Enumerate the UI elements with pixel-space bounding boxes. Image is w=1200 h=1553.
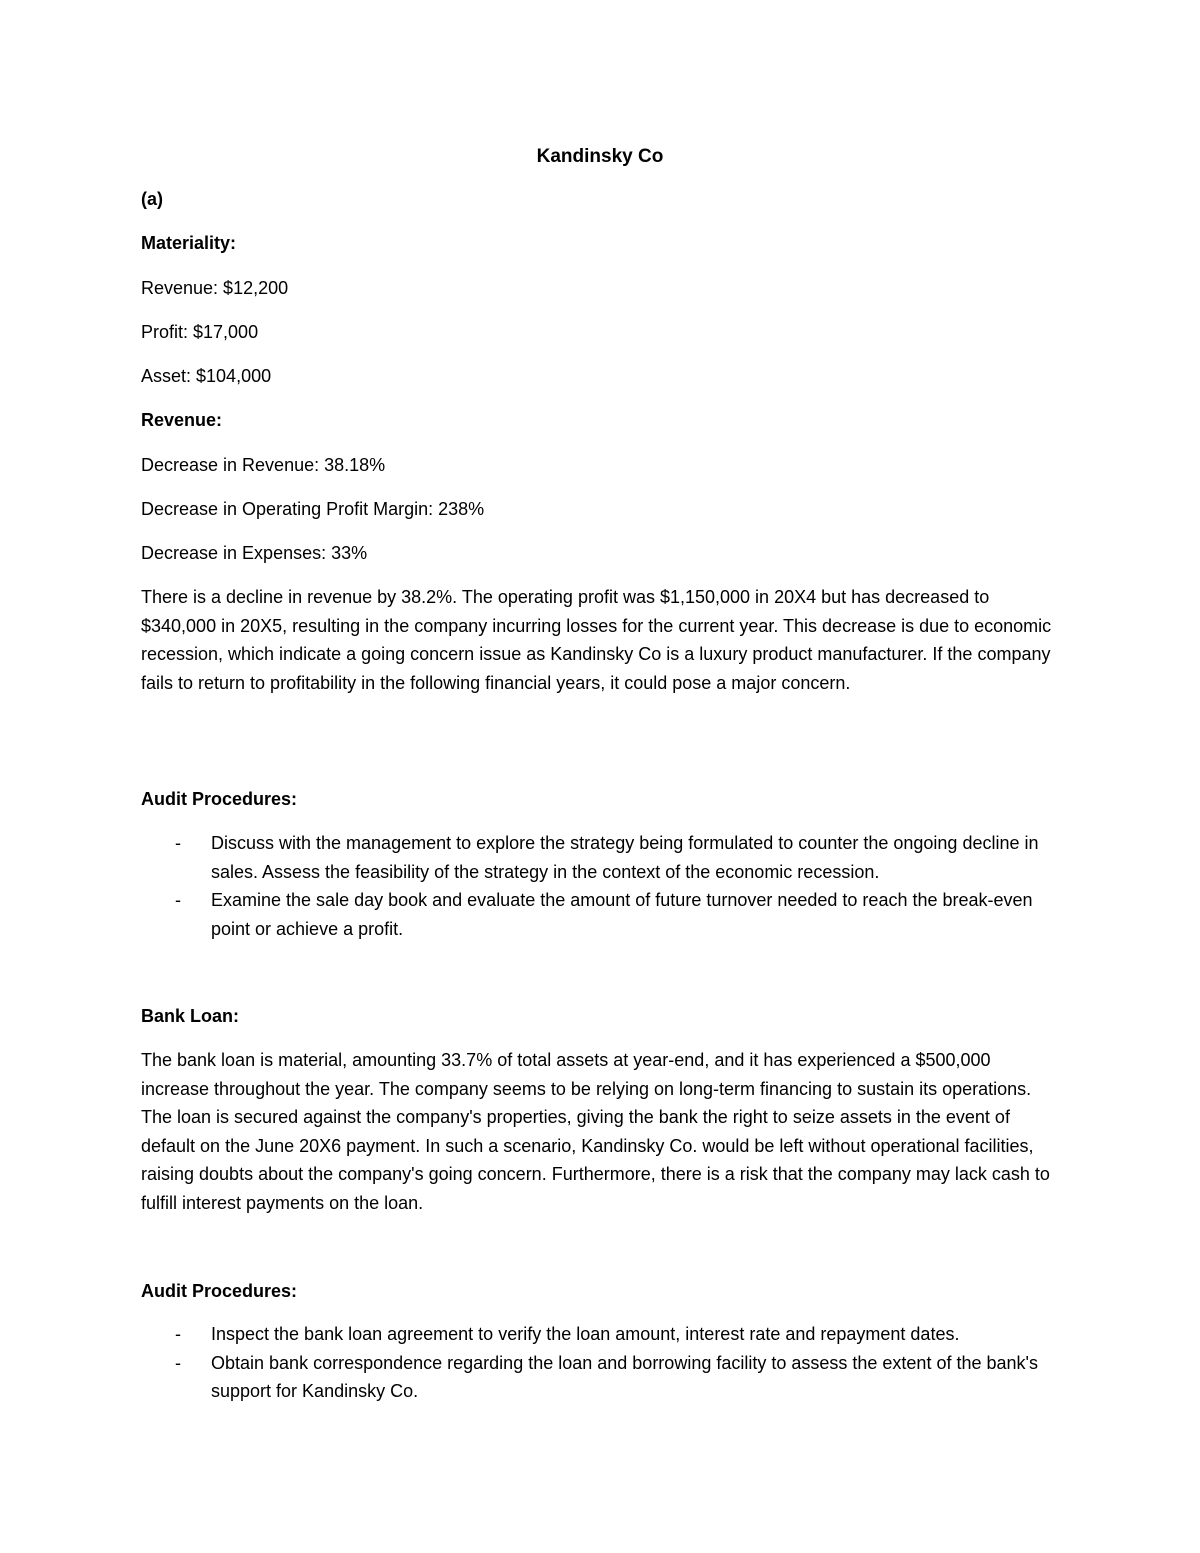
- list-item-text: Inspect the bank loan agreement to verify the loan amount, interest rate and repayment dates.: [211, 1324, 960, 1344]
- audit-procedures-list-1: [141, 829, 1056, 943]
- document-title: Kandinsky Co: [536, 146, 664, 167]
- audit-procedures-heading-2: Audit Procedures:: [141, 1281, 298, 1301]
- list-item: [141, 1349, 1056, 1406]
- list-item-text: Discuss with the management to explore the strategy being formulated to counter the ongoing decline in sales. Assess the feasibility of the strategy in the context of the economic recession.: [211, 833, 1039, 882]
- list-item-text: Examine the sale day book and evaluate the amount of future turnover needed to reach the break-even point or achieve a profit.: [211, 890, 1033, 939]
- revenue-paragraph: There is a decline in revenue by 38.2%. The operating profit was $1,150,000 in 20X4 but has decreased to $340,000 in 20X5, resulting in the company incurring losses for the current year. This decrease is due to economic recession, which indicate a going concern issue as Kandinsky Co is a luxury product manufacturer. If the company fails to return to profitability in the following financial years, it could pose a major concern.: [141, 587, 1052, 693]
- bullet-dash: -: [175, 833, 181, 853]
- list-item-text: Obtain bank correspondence regarding the loan and borrowing facility to assess the extent of the bank's support for Kandinsky Co.: [211, 1352, 1038, 1402]
- operating-margin-decrease: Decrease in Operating Profit Margin: 238%: [141, 499, 485, 519]
- audit-procedures-heading-1: Audit Procedures:: [141, 789, 298, 809]
- list-item: [141, 886, 1056, 943]
- bullet-dash: -: [175, 890, 181, 911]
- materiality-profit: Profit: $17,000: [141, 322, 259, 342]
- revenue-decrease: Decrease in Revenue: 38.18%: [141, 455, 386, 475]
- list-item: [141, 829, 1056, 886]
- expenses-decrease: Decrease in Expenses: 33%: [141, 543, 368, 563]
- audit-procedures-list-2: [141, 1320, 1056, 1406]
- part-label: (a): [141, 189, 163, 209]
- materiality-asset: Asset: $104,000: [141, 366, 272, 386]
- materiality-heading: Materiality:: [141, 233, 237, 253]
- bullet-dash: -: [175, 1352, 181, 1373]
- list-item: [141, 1320, 1056, 1349]
- materiality-revenue: Revenue: $12,200: [141, 278, 289, 298]
- bullet-dash: -: [175, 1324, 181, 1344]
- revenue-heading: Revenue:: [141, 410, 223, 430]
- bank-loan-heading: Bank Loan:: [141, 1006, 240, 1026]
- bank-loan-paragraph: The bank loan is material, amounting 33.7% of total assets at year-end, and it has experienced a $500,000 increase throughout the year. The company seems to be relying on long-term financing to sustain its operations. The loan is secured against the company's properties, giving the bank the right to seize assets in the event of default on the June 20X6 payment. In such a scenario, Kandinsky Co. would be left without operational facilities, raising doubts about the company's going concern. Furthermore, there is a risk that the company may lack cash to fulfill interest payments on the loan.: [141, 1050, 1050, 1213]
